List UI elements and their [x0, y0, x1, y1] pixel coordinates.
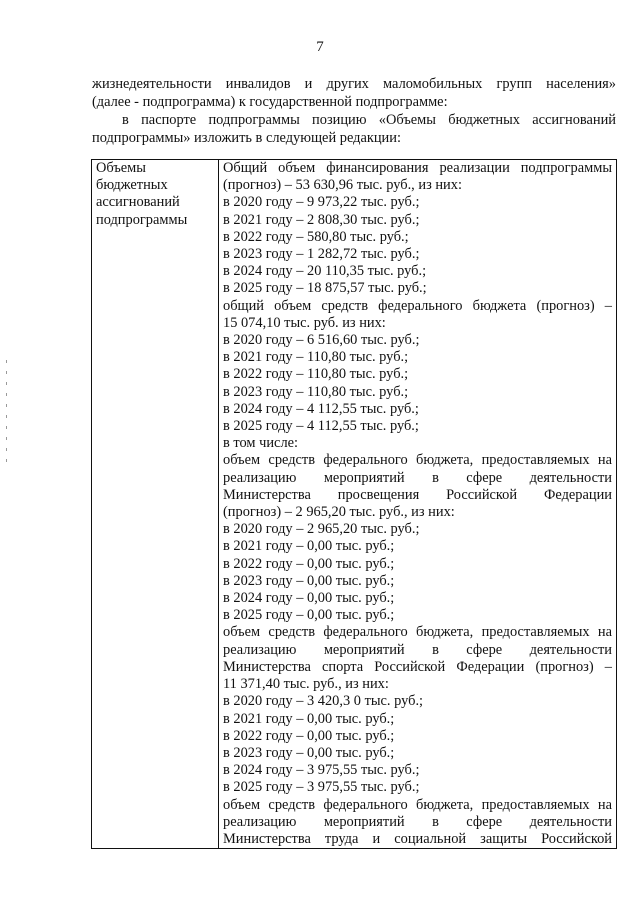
intro-line: подпрограммы» изложить в следующей редакции: — [92, 130, 401, 146]
content-line: в том числе: — [223, 435, 299, 452]
content-line: в 2022 году – 0,00 тыс. руб.; — [223, 555, 395, 572]
budget-table — [91, 159, 617, 849]
content-line: Министерства спорта Российской Федерации (прогноз) – — [223, 658, 612, 675]
content-line: в 2021 году – 2 808,30 тыс. руб.; — [223, 211, 420, 228]
content-line: в 2020 году – 3 420,3 0 тыс. руб.; — [223, 693, 424, 710]
content-line: 11 371,40 тыс. руб., из них: — [223, 676, 389, 693]
content-line: Общий объем финансирования реализации подпрограммы — [223, 160, 612, 176]
page-number: 7 — [316, 39, 324, 55]
content-line: (прогноз) – 2 965,20 тыс. руб., из них: — [223, 504, 455, 521]
content-line: в 2024 году – 4 112,55 тыс. руб.; — [223, 400, 419, 417]
content-line: в 2023 году – 0,00 тыс. руб.; — [223, 744, 395, 761]
intro-line: жизнедеятельности инвалидов и других маломобильных групп населения» — [92, 76, 616, 92]
content-line: в 2023 году – 1 282,72 тыс. руб.; — [223, 246, 420, 263]
label-line: бюджетных — [96, 177, 168, 194]
intro-line: в паспорте подпрограммы позицию «Объемы бюджетных ассигнований — [122, 112, 616, 128]
content-line: (прогноз) – 53 630,96 тыс. руб., из них: — [223, 177, 462, 194]
intro-line: (далее - подпрограмма) к государственной подпрограмме: — [92, 94, 448, 110]
content-line: Министерства труда и социальной защиты Российской — [223, 830, 612, 847]
content-line: объем средств федерального бюджета, предоставляемых на — [223, 452, 612, 469]
content-line: в 2021 году – 110,80 тыс. руб.; — [223, 349, 409, 366]
content-line: объем средств федерального бюджета, предоставляемых на — [223, 796, 612, 813]
content-line: в 2022 году – 110,80 тыс. руб.; — [223, 366, 409, 383]
content-line: в 2025 году – 3 975,55 тыс. руб.; — [223, 779, 420, 796]
content-line: Министерства просвещения Российской Федерации — [223, 486, 612, 503]
content-line: объем средств федерального бюджета, предоставляемых на — [223, 624, 612, 641]
position-label-cell — [92, 160, 219, 849]
intro-paragraph — [92, 75, 616, 147]
content-line: реализацию мероприятий в сфере деятельности — [223, 813, 612, 830]
label-line: подпрограммы — [96, 211, 188, 228]
content-line: общий объем средств федерального бюджета (прогноз) – — [223, 297, 612, 314]
content-line: реализацию мероприятий в сфере деятельности — [223, 469, 612, 486]
content-line: в 2025 году – 0,00 тыс. руб.; — [223, 607, 395, 624]
content-line: 15 074,10 тыс. руб. из них: — [223, 314, 386, 331]
position-content-cell — [219, 160, 617, 849]
content-line: в 2020 году – 6 516,60 тыс. руб.; — [223, 332, 420, 349]
label-line: Объемы — [96, 160, 146, 176]
content-line: в 2023 году – 0,00 тыс. руб.; — [223, 572, 395, 589]
content-line: в 2022 году – 580,80 тыс. руб.; — [223, 228, 409, 245]
content-line: в 2020 году – 9 973,22 тыс. руб.; — [223, 194, 420, 211]
content-line: в 2025 году – 18 875,57 тыс. руб.; — [223, 280, 427, 297]
table-row — [92, 160, 617, 849]
content-line: в 2022 году – 0,00 тыс. руб.; — [223, 727, 395, 744]
label-line: ассигнований — [96, 194, 180, 211]
content-line: в 2025 году – 4 112,55 тыс. руб.; — [223, 418, 419, 435]
content-line: реализацию мероприятий в сфере деятельности — [223, 641, 612, 658]
content-line: в 2021 году – 0,00 тыс. руб.; — [223, 710, 395, 727]
margin-scan-marks — [6, 360, 8, 520]
content-line: в 2024 году – 0,00 тыс. руб.; — [223, 590, 395, 607]
content-line: в 2024 году – 20 110,35 тыс. руб.; — [223, 263, 427, 280]
content-line: в 2021 году – 0,00 тыс. руб.; — [223, 538, 395, 555]
content-line: в 2023 году – 110,80 тыс. руб.; — [223, 383, 409, 400]
content-line: в 2024 году – 3 975,55 тыс. руб.; — [223, 762, 420, 779]
content-line: в 2020 году – 2 965,20 тыс. руб.; — [223, 521, 420, 538]
